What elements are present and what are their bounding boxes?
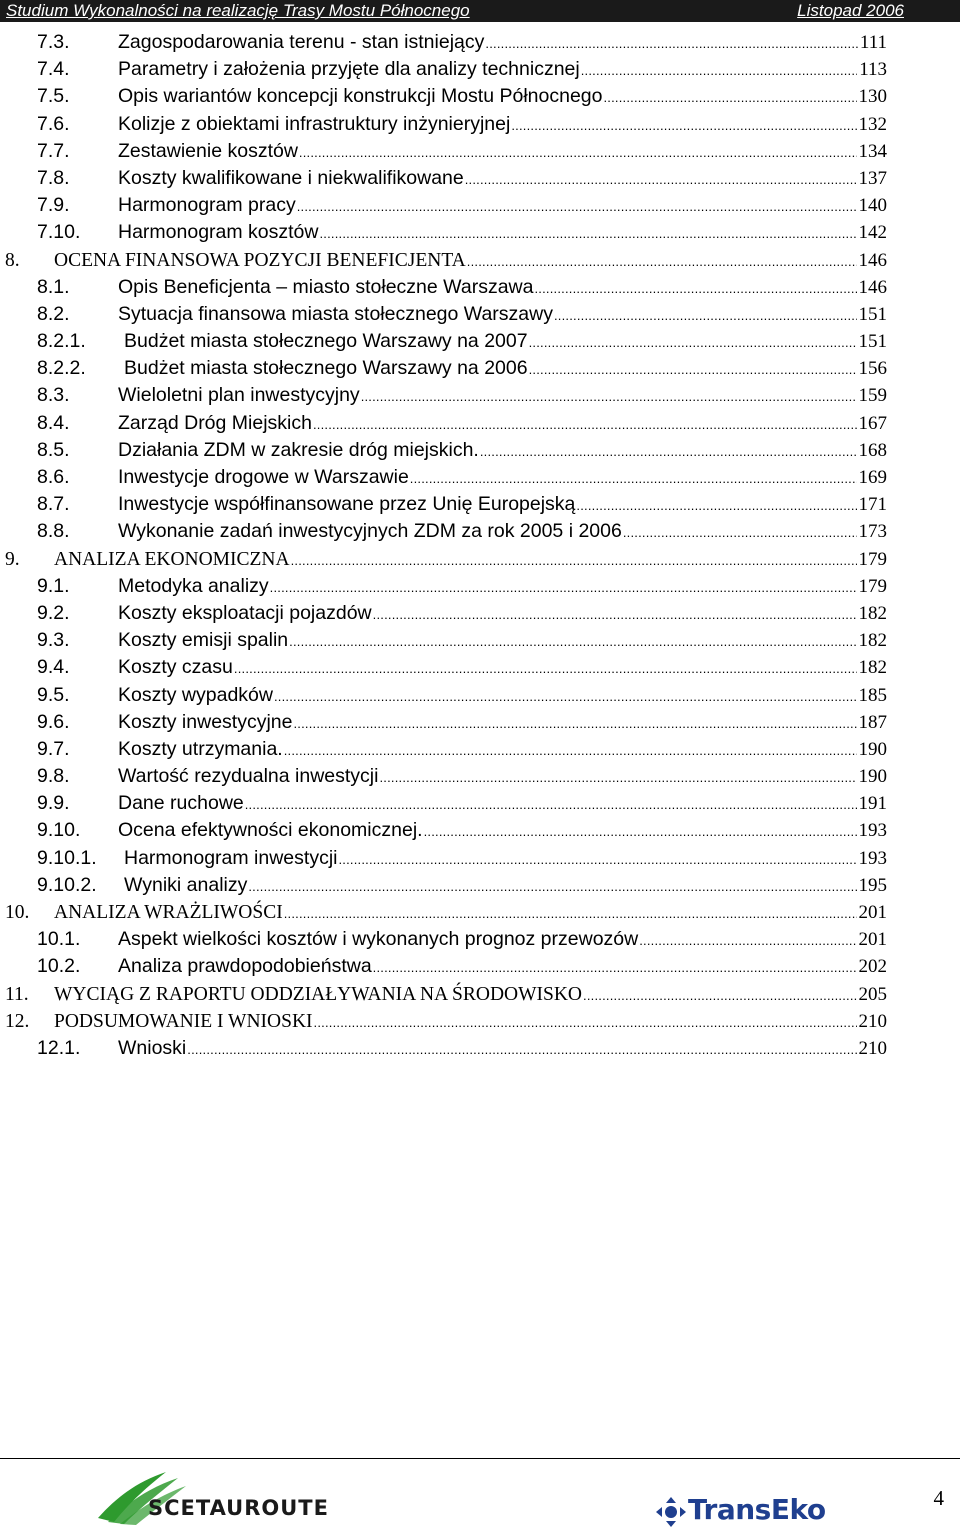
toc-entry-number: 10.: [5, 902, 30, 923]
toc-entry-number: 8.2.2.: [37, 357, 86, 380]
toc-entry-line: [118, 437, 887, 465]
toc-entry-number: 9.6.: [37, 710, 70, 733]
toc-page-number: 185: [858, 684, 887, 706]
toc-dot-leader: [274, 683, 857, 710]
toc-section-row[interactable]: [0, 56, 960, 83]
toc-page-number: 182: [858, 657, 887, 679]
toc-entry-title[interactable]: Koszty eksploatacji pojazdów: [118, 601, 372, 624]
toc-entry-number: 8.2.: [37, 302, 70, 325]
toc-entry-line: [118, 219, 887, 247]
toc-entry-line: [118, 600, 887, 628]
toc-entry-title[interactable]: Koszty kwalifikowane i niekwalifikowane: [118, 166, 464, 189]
toc-dot-leader: [361, 383, 857, 410]
toc-entry-number: 9.7.: [37, 737, 70, 760]
toc-entry-number: 9.10.2.: [37, 873, 97, 896]
toc-section-row[interactable]: [0, 138, 960, 165]
toc-entry-title[interactable]: WYCIĄG Z RAPORTU ODDZIAŁYWANIA NA ŚRODOWISKO: [54, 983, 583, 1005]
toc-page-number: 156: [858, 358, 887, 380]
toc-section-row[interactable]: [0, 382, 960, 409]
toc-entry-line: [118, 654, 887, 682]
toc-entry-title[interactable]: Dane ruchowe: [118, 792, 244, 815]
toc-dot-leader: [338, 846, 856, 873]
toc-entry-line: [54, 247, 887, 275]
toc-page-number: 140: [858, 195, 887, 217]
toc-entry-number: 9.: [5, 548, 20, 570]
toc-dot-leader: [534, 275, 856, 302]
toc-entry-line: [124, 328, 887, 356]
scetauroute-logo: [96, 1468, 346, 1526]
toc-section-row[interactable]: [0, 709, 960, 736]
toc-dot-leader: [293, 710, 856, 737]
toc-entry-number: 9.4.: [37, 656, 70, 679]
toc-dot-leader: [581, 57, 857, 84]
toc-entry-title[interactable]: Budżet miasta stołecznego Warszawy na 2006: [124, 357, 528, 380]
toc-section-row[interactable]: [0, 1035, 960, 1062]
toc-entry-line: [118, 111, 887, 139]
toc-section-row[interactable]: [0, 845, 960, 872]
toc-page-number: 132: [858, 113, 887, 135]
toc-entry-title[interactable]: PODSUMOWANIE I WNIOSKI: [54, 1010, 313, 1032]
toc-page-number: 201: [858, 902, 887, 923]
toc-entry-line: [54, 899, 887, 927]
toc-section-row[interactable]: [0, 790, 960, 817]
toc-page-number: 169: [858, 467, 887, 488]
toc-entry-number: 8.2.1.: [37, 330, 86, 353]
toc-entry-line: [118, 709, 887, 737]
toc-page-number: 130: [858, 86, 887, 108]
toc-entry-title[interactable]: Parametry i założenia przyjęte dla analizy technicznej: [118, 58, 580, 81]
toc-page-number: 191: [858, 793, 887, 815]
toc-section-row[interactable]: [0, 654, 960, 681]
toc-dot-leader: [529, 329, 857, 356]
toc-page-number: 171: [858, 494, 887, 516]
toc-entry-number: 8.4.: [37, 411, 70, 434]
toc-entry-title[interactable]: Koszty wypadków: [118, 683, 273, 706]
toc-section-row[interactable]: [0, 763, 960, 790]
toc-page-number: 134: [858, 140, 887, 162]
toc-dot-leader: [576, 492, 856, 519]
toc-page-number: 173: [858, 521, 887, 543]
toc-dot-leader: [314, 1009, 857, 1036]
toc-entry-number: 8.1.: [37, 275, 70, 298]
page-number: 4: [933, 1486, 944, 1510]
toc-entry-title[interactable]: Wnioski: [118, 1036, 187, 1059]
toc-section-row[interactable]: [0, 518, 960, 545]
toc-page-number: 190: [858, 738, 887, 760]
toc-dot-leader: [554, 302, 857, 329]
toc-page-number: 111: [859, 32, 887, 53]
toc-section-row[interactable]: [0, 274, 960, 301]
toc-entry-title[interactable]: Aspekt wielkości kosztów i wykonanych prognoz przewozów: [118, 928, 639, 951]
toc-entry-number: 11.: [5, 983, 29, 1005]
toc-section-row[interactable]: [0, 926, 960, 953]
toc-page-number: 159: [858, 385, 887, 407]
toc-entry-line: [118, 817, 887, 845]
toc-dot-leader: [313, 411, 857, 438]
toc-section-row[interactable]: [0, 111, 960, 138]
running-header: [0, 0, 960, 22]
toc-page-number: 179: [858, 575, 887, 597]
toc-entry-line: [118, 736, 887, 764]
toc-chapter-row[interactable]: [0, 247, 960, 274]
toc-entry-title[interactable]: Inwestycje współfinansowane przez Unię Europejską: [118, 493, 576, 516]
toc-page-number: 151: [858, 303, 887, 325]
toc-entry-line: [118, 464, 887, 492]
toc-entry-line: [118, 274, 887, 302]
toc-entry-number: 12.1.: [37, 1036, 81, 1059]
toc-dot-leader: [319, 220, 856, 247]
toc-entry-line: [118, 682, 887, 710]
toc-section-row[interactable]: [0, 573, 960, 600]
toc-section-row[interactable]: [0, 736, 960, 763]
toc-section-row[interactable]: [0, 437, 960, 464]
toc-section-row[interactable]: [0, 491, 960, 518]
toc-section-row[interactable]: [0, 953, 960, 980]
toc-dot-leader: [284, 900, 857, 927]
toc-entry-line: [118, 518, 887, 546]
toc-entry-number: 7.8.: [37, 166, 70, 189]
toc-entry-title[interactable]: Inwestycje drogowe w Warszawie: [118, 466, 409, 488]
toc-page-number: 182: [858, 630, 887, 652]
toc-entry-number: 8.7.: [37, 493, 70, 516]
transeko-wordmark: TransEko: [688, 1493, 826, 1526]
toc-entry-number: 7.10.: [37, 221, 81, 244]
toc-page-number: 168: [858, 439, 887, 461]
toc-page-number: 210: [858, 1037, 887, 1059]
toc-entry-title[interactable]: Koszty czasu: [118, 656, 233, 679]
toc-entry-line: [118, 56, 887, 84]
toc-chapter-row[interactable]: [0, 546, 960, 573]
toc-entry-title[interactable]: ANALIZA WRAŻLIWOŚCI: [54, 902, 283, 923]
toc-entry-number: 7.9.: [37, 194, 70, 217]
toc-entry-title[interactable]: Opis wariantów koncepcji konstrukcji Mostu Północnego: [118, 85, 603, 108]
toc-entry-line: [118, 83, 887, 111]
toc-entry-number: 8.6.: [37, 466, 70, 488]
toc-entry-line: [118, 29, 887, 57]
toc-section-row[interactable]: [0, 410, 960, 437]
toc-entry-number: 8.5.: [37, 438, 70, 461]
toc-page-number: 202: [858, 956, 887, 978]
toc-dot-leader: [291, 547, 857, 574]
toc-entry-title[interactable]: Wyniki analizy: [124, 873, 248, 896]
toc-entry-number: 9.2.: [37, 601, 70, 624]
toc-dot-leader: [373, 954, 857, 981]
toc-entry-line: [124, 355, 887, 383]
toc-entry-number: 8.: [5, 249, 20, 271]
toc-dot-leader: [424, 818, 857, 845]
toc-section-row[interactable]: [0, 83, 960, 110]
toc-entry-number: 7.7.: [37, 139, 70, 162]
toc-entry-title[interactable]: Wartość rezydualna inwestycji: [118, 765, 379, 788]
toc-entry-number: 9.8.: [37, 765, 70, 788]
toc-dot-leader: [248, 873, 856, 900]
toc-entry-number: 7.5.: [37, 85, 70, 108]
toc-dot-leader: [297, 193, 857, 220]
toc-entry-line: [118, 790, 887, 818]
toc-section-row[interactable]: [0, 328, 960, 355]
toc-entry-title[interactable]: Metodyka analizy: [118, 574, 269, 597]
toc-entry-number: 9.1.: [37, 574, 70, 597]
toc-page-number: 142: [858, 222, 887, 244]
transeko-mark-icon: [654, 1495, 688, 1529]
toc-entry-title[interactable]: Ocena efektywności ekonomicznej.: [118, 819, 423, 842]
toc-entry-number: 7.3.: [37, 31, 70, 53]
toc-entry-number: 7.4.: [37, 58, 70, 81]
toc-entry-line: [118, 138, 887, 166]
toc-entry-line: [118, 1035, 887, 1063]
toc-chapter-row[interactable]: [0, 899, 960, 926]
toc-section-row[interactable]: [0, 355, 960, 382]
toc-entry-line: [118, 763, 887, 791]
toc-chapter-row[interactable]: [0, 1008, 960, 1035]
toc-entry-title[interactable]: Wykonanie zadań inwestycyjnych ZDM za rok 2005 i 2006: [118, 520, 622, 543]
toc-entry-title[interactable]: Opis Beneficjenta – miasto stołeczne Warszawa: [118, 275, 534, 298]
scetauroute-wordmark: SCETAUROUTE: [148, 1496, 329, 1520]
footer-divider: [0, 1458, 960, 1459]
toc-entry-title[interactable]: Harmonogram pracy: [118, 194, 296, 217]
toc-dot-leader: [485, 30, 858, 57]
toc-entry-line: [118, 926, 887, 954]
toc-page-number: 201: [858, 929, 887, 951]
toc-entry-line: [118, 627, 887, 655]
toc-entry-line: [118, 192, 887, 220]
toc-entry-line: [54, 1008, 887, 1036]
toc-dot-leader: [379, 764, 856, 791]
toc-section-row[interactable]: [0, 817, 960, 844]
toc-entry-line: [124, 872, 887, 900]
toc-page-number: 195: [858, 874, 887, 896]
toc-entry-line: [124, 845, 887, 873]
toc-entry-title[interactable]: Koszty inwestycyjne: [118, 710, 293, 733]
toc-entry-number: 8.3.: [37, 384, 70, 407]
toc-dot-leader: [480, 438, 857, 465]
toc-section-row[interactable]: [0, 627, 960, 654]
toc-section-row[interactable]: [0, 872, 960, 899]
toc-entry-number: 10.2.: [37, 955, 81, 978]
toc-entry-title[interactable]: ANALIZA EKONOMICZNA: [54, 548, 290, 570]
toc-dot-leader: [511, 112, 856, 139]
toc-entry-title[interactable]: Analiza prawdopodobieństwa: [118, 955, 372, 978]
toc-dot-leader: [410, 465, 857, 492]
toc-chapter-row[interactable]: [0, 981, 960, 1008]
toc-entry-title[interactable]: Sytuacja finansowa miasta stołecznego Warszawy: [118, 302, 553, 325]
toc-page-number: 151: [858, 331, 887, 353]
toc-entry-number: 9.3.: [37, 629, 70, 652]
toc-entry-number: 10.1.: [37, 928, 81, 951]
toc-entry-number: 12.: [5, 1010, 30, 1032]
toc-entry-number: 9.9.: [37, 792, 70, 815]
toc-entry-title[interactable]: Budżet miasta stołecznego Warszawy na 2007: [124, 330, 528, 353]
toc-page-number: 205: [858, 983, 887, 1005]
toc-page-number: 179: [858, 548, 887, 570]
toc-section-row[interactable]: [0, 464, 960, 491]
toc-dot-leader: [465, 166, 857, 193]
toc-entry-number: 9.10.1.: [37, 846, 97, 869]
toc-page-number: 146: [858, 249, 887, 271]
toc-entry-title[interactable]: Zestawienie kosztów: [118, 139, 298, 162]
toc-dot-leader: [299, 139, 857, 166]
toc-page-number: 182: [858, 602, 887, 624]
toc-page-number: 113: [859, 59, 887, 81]
toc-entry-line: [118, 301, 887, 329]
toc-section-row[interactable]: [0, 682, 960, 709]
header-date: Listopad 2006: [797, 1, 904, 20]
toc-entry-title[interactable]: Koszty utrzymania.: [118, 737, 283, 760]
toc-section-row[interactable]: [0, 29, 960, 56]
toc-entry-line: [54, 981, 887, 1009]
toc-entry-line: [118, 165, 887, 193]
toc-dot-leader: [639, 927, 856, 954]
toc-entry-line: [118, 382, 887, 410]
toc-dot-leader: [583, 982, 856, 1009]
toc-entry-line: [118, 953, 887, 981]
toc-dot-leader: [245, 791, 857, 818]
toc-section-row[interactable]: [0, 165, 960, 192]
table-of-contents: [0, 29, 960, 1062]
header-document-title: Studium Wykonalności na realizację Trasy Mostu Północnego: [6, 1, 470, 20]
toc-dot-leader: [623, 519, 857, 546]
transeko-logo: [654, 1492, 824, 1532]
toc-dot-leader: [234, 655, 857, 682]
toc-dot-leader: [529, 356, 857, 383]
toc-entry-number: 9.10.: [37, 819, 81, 842]
toc-page-number: 146: [858, 276, 887, 298]
toc-section-row[interactable]: [0, 192, 960, 219]
toc-entry-title[interactable]: Wieloletni plan inwestycyjny: [118, 384, 360, 407]
toc-page-number: 193: [858, 847, 887, 869]
toc-dot-leader: [284, 737, 857, 764]
toc-page-number: 137: [858, 167, 887, 189]
toc-dot-leader: [603, 84, 856, 111]
toc-entry-title[interactable]: Harmonogram kosztów: [118, 221, 319, 244]
toc-section-row[interactable]: [0, 600, 960, 627]
toc-dot-leader: [467, 248, 857, 275]
toc-entry-line: [118, 410, 887, 438]
toc-entry-number: 7.6.: [37, 112, 70, 135]
toc-dot-leader: [270, 574, 857, 601]
toc-entry-title[interactable]: OCENA FINANSOWA POZYCJI BENEFICJENTA: [54, 249, 466, 271]
toc-entry-line: [54, 546, 887, 574]
toc-page-number: 210: [858, 1010, 887, 1032]
toc-page-number: 187: [858, 711, 887, 733]
toc-entry-title[interactable]: Działania ZDM w zakresie dróg miejskich.: [118, 438, 479, 461]
toc-dot-leader: [373, 601, 857, 628]
toc-entry-title[interactable]: Zagospodarowania terenu - stan istniejący: [118, 31, 485, 53]
toc-dot-leader: [289, 628, 856, 655]
toc-section-row[interactable]: [0, 219, 960, 246]
toc-page-number: 190: [858, 766, 887, 788]
toc-entry-title[interactable]: Kolizje z obiektami infrastruktury inżynieryjnej: [118, 112, 511, 135]
toc-dot-leader: [187, 1036, 856, 1063]
toc-entry-title[interactable]: Zarząd Dróg Miejskich: [118, 411, 312, 434]
toc-section-row[interactable]: [0, 301, 960, 328]
toc-entry-line: [118, 573, 887, 601]
toc-entry-title[interactable]: Koszty emisji spalin: [118, 629, 289, 652]
toc-entry-number: 9.5.: [37, 683, 70, 706]
toc-page-number: 167: [858, 412, 887, 434]
toc-page-number: 193: [858, 820, 887, 842]
toc-entry-number: 8.8.: [37, 520, 70, 543]
toc-entry-title[interactable]: Harmonogram inwestycji: [124, 846, 338, 869]
toc-entry-line: [118, 491, 887, 519]
